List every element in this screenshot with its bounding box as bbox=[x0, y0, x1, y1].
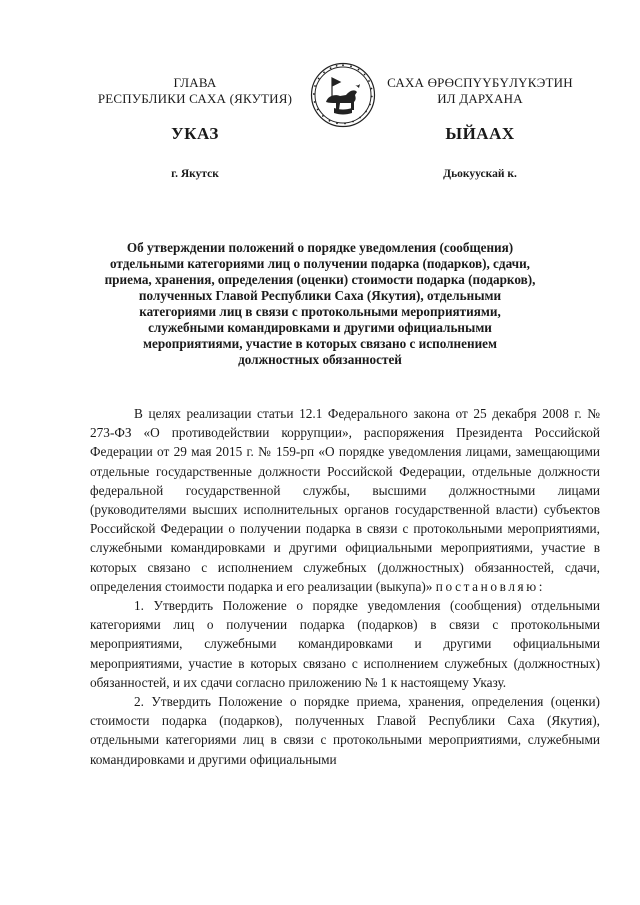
header-left-authority bbox=[75, 75, 315, 107]
decree-word: постановляю: bbox=[435, 578, 546, 594]
title-line: полученных Главой Республики Саха (Якутия), отдельными bbox=[138, 288, 502, 303]
doc-type-yakut: ЫЙААХ bbox=[445, 124, 515, 143]
title-line: приема, хранения, определения (оценки) стоимости подарка (подарков), bbox=[104, 272, 536, 287]
header-right-authority bbox=[360, 75, 600, 107]
title-line: отдельными категориями лиц о получении подарка (подарков), сдачи, bbox=[110, 256, 530, 271]
title-line: Об утверждении положений о порядке уведомления (сообщения) bbox=[126, 240, 514, 255]
title-line: категориями лиц в связи с протокольными мероприятиями, bbox=[139, 304, 501, 319]
doc-type-russian: УКАЗ bbox=[171, 124, 219, 143]
city-russian: г. Якутск bbox=[171, 168, 219, 180]
title-line: служебными командировками и другими официальными bbox=[148, 320, 492, 335]
preamble-paragraph bbox=[90, 404, 600, 596]
header-left-line2: РЕСПУБЛИКИ САХА (ЯКУТИЯ) bbox=[97, 91, 293, 106]
header-right-line2: ИЛ ДАРХАНА bbox=[437, 91, 523, 106]
decree-title bbox=[90, 240, 550, 368]
city-yakut: Дьокуускай к. bbox=[443, 168, 517, 180]
decree-body bbox=[90, 404, 600, 769]
title-line: мероприятиями, участие в которых связано с исполнением bbox=[142, 336, 498, 351]
header-left-line1: ГЛАВА bbox=[173, 75, 217, 90]
title-line: должностных обязанностей bbox=[238, 352, 402, 367]
header-right-line1: САХА ӨРӨСПҮҮБҮЛҮКЭТИН bbox=[387, 75, 573, 90]
preamble-text: В целях реализации статьи 12.1 Федерального закона от 25 декабря 2008 г. № 273-ФЗ «О противодействии коррупции», распоряжения Президента Российской Федерации от 29 мая 2015 г. № 159-рп «О порядке уведомления лицами, замещающими отдельные государственные должности Российской Федерации, отдельные должности федеральной государственной службы, высшими должностными лицами (руководителями высших исполнительных органов государственной власти) субъектов Российской Федерации о получении подарка в связи с протокольными мероприятиями, служебными командировками и другими официальными мероприятиями, участие в которых связано с исполнением служебных (должностных) обязанностей, сдачи, определения стоимости подарка и его реализации (выкупа)» bbox=[90, 406, 600, 594]
item-1-paragraph: 1. Утвердить Положение о порядке уведомления (сообщения) отдельными категориями лиц о получении подарка (подарков) в связи с протокольными мероприятиями, служебными командировками и другими официальными мероприятиями, участие в которых связано с исполнением служебных (должностных) обязанностей, и их сдачи согласно приложению № 1 к настоящему Указу. bbox=[90, 598, 600, 690]
item-2-paragraph: 2. Утвердить Положение о порядке приема, хранения, определения (оценки) стоимости подарка (подарков), полученных Главой Республики Саха (Якутия), отдельными категориями лиц в связи с протокольными мероприятиями, служебными командировками и другими официальными bbox=[90, 694, 600, 767]
